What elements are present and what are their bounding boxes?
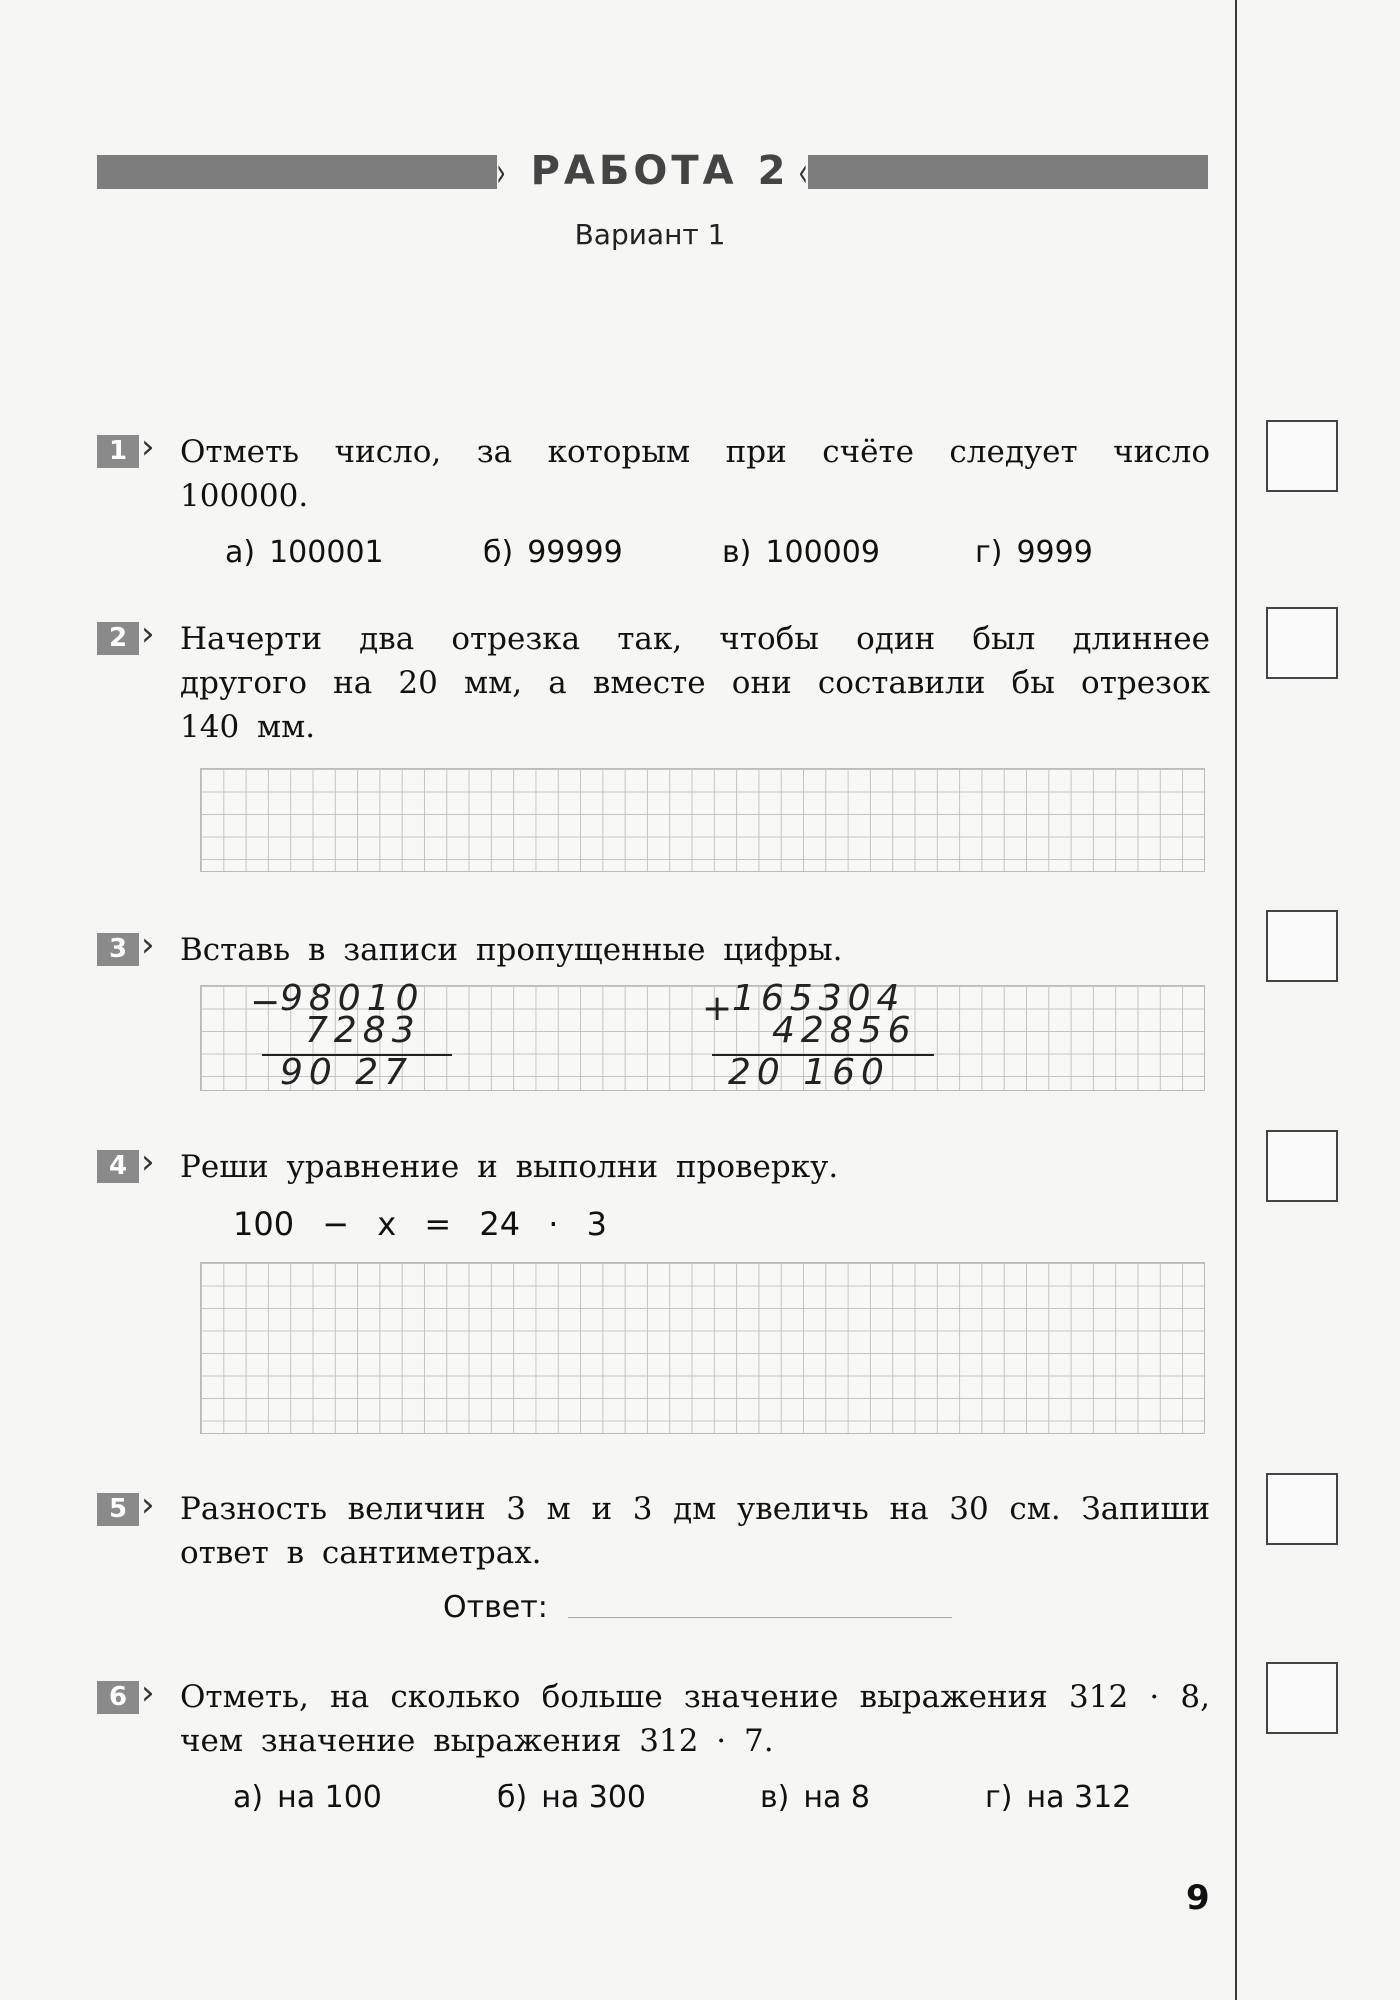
subtraction-minuend: 98010 bbox=[280, 978, 425, 1019]
option-label: в) bbox=[722, 535, 752, 570]
task-2-text: Начерти два отрезка так, чтобы один был длиннее другого на 20 мм, а вместе они составили бы отрезок 140 мм. bbox=[180, 621, 1210, 745]
subtraction-result: 90 27 bbox=[280, 1052, 414, 1093]
page-number: 9 bbox=[1186, 1878, 1210, 1918]
option-value: на 100 bbox=[277, 1780, 382, 1815]
task-4-score-box[interactable] bbox=[1266, 1130, 1338, 1202]
option-label: а) bbox=[233, 1780, 264, 1815]
task-4-equation: 100 − x = 24 · 3 bbox=[233, 1205, 607, 1243]
task-1-option-b[interactable] bbox=[483, 535, 623, 570]
task-4-text: Реши уравнение и выполни проверку. bbox=[180, 1149, 839, 1185]
task-6-option-a[interactable] bbox=[233, 1780, 382, 1815]
option-label: г) bbox=[985, 1780, 1013, 1815]
header-band-left bbox=[97, 155, 497, 189]
option-label: б) bbox=[497, 1780, 528, 1815]
task-5-score-box[interactable] bbox=[1266, 1473, 1338, 1545]
option-label: б) bbox=[483, 535, 514, 570]
task-2-badge: 2 › bbox=[97, 622, 139, 655]
task-1-text: Отметь число, за которым при счёте следует число 100000. bbox=[180, 434, 1210, 514]
variant-label: Вариант 1 bbox=[574, 218, 726, 251]
task-1-option-c[interactable] bbox=[722, 535, 880, 570]
option-value: на 300 bbox=[541, 1780, 647, 1815]
addition-addend-1: 165304 bbox=[732, 978, 906, 1019]
task-1-badge: 1 › bbox=[97, 435, 139, 468]
chevron-left-icon: ‹ bbox=[798, 150, 808, 196]
chevron-right-icon: › bbox=[496, 150, 506, 196]
option-value: на 312 bbox=[1026, 1780, 1132, 1815]
task-4-grid[interactable] bbox=[200, 1262, 1205, 1434]
header-band-right bbox=[808, 155, 1208, 189]
option-value: на 8 bbox=[803, 1780, 871, 1815]
task-6-option-d[interactable] bbox=[985, 1780, 1131, 1815]
task-1-option-d[interactable] bbox=[975, 535, 1093, 570]
margin-rule bbox=[1235, 0, 1237, 2000]
task-2-score-box[interactable] bbox=[1266, 607, 1338, 679]
task-3-score-box[interactable] bbox=[1266, 910, 1338, 982]
option-label: в) bbox=[760, 1780, 790, 1815]
task-4-badge: 4 › bbox=[97, 1150, 139, 1183]
work-title-number: 2 bbox=[757, 148, 790, 194]
task-5-answer-field[interactable] bbox=[568, 1617, 952, 1618]
task-2-grid[interactable] bbox=[200, 768, 1205, 872]
subtraction-subtrahend: 7283 bbox=[305, 1010, 421, 1051]
subtraction-sign: − bbox=[250, 982, 287, 1023]
option-value: 99999 bbox=[527, 535, 623, 570]
option-value: 9999 bbox=[1016, 535, 1093, 570]
task-3-badge: 3 › bbox=[97, 933, 139, 966]
addition-addend-2: 42856 bbox=[772, 1010, 917, 1051]
task-3-text: Вставь в записи пропущенные цифры. bbox=[180, 932, 843, 968]
option-value: 100001 bbox=[269, 535, 384, 570]
work-title-word: РАБОТА bbox=[530, 148, 738, 194]
option-label: а) bbox=[225, 535, 256, 570]
task-6-score-box[interactable] bbox=[1266, 1662, 1338, 1734]
task-6-text: Отметь, на сколько больше значение выражения 312 · 8, чем значение выражения 312 · 7. bbox=[180, 1679, 1210, 1759]
addition-result: 20 160 bbox=[728, 1052, 890, 1093]
task-1-score-box[interactable] bbox=[1266, 420, 1338, 492]
task-6-option-c[interactable] bbox=[760, 1780, 870, 1815]
addition-sign: + bbox=[702, 988, 739, 1029]
task-5-text: Разность величин 3 м и 3 дм увеличь на 30 см. Запиши ответ в сантиметрах. bbox=[180, 1491, 1210, 1571]
option-label: г) bbox=[975, 535, 1003, 570]
task-1-option-a[interactable] bbox=[225, 535, 384, 570]
task-5-answer-label: Ответ: bbox=[443, 1590, 548, 1625]
work-title bbox=[520, 148, 800, 194]
task-5-badge: 5 › bbox=[97, 1493, 139, 1526]
task-6-badge: 6 › bbox=[97, 1681, 139, 1714]
task-6-option-b[interactable] bbox=[497, 1780, 646, 1815]
option-value: 100009 bbox=[765, 535, 880, 570]
